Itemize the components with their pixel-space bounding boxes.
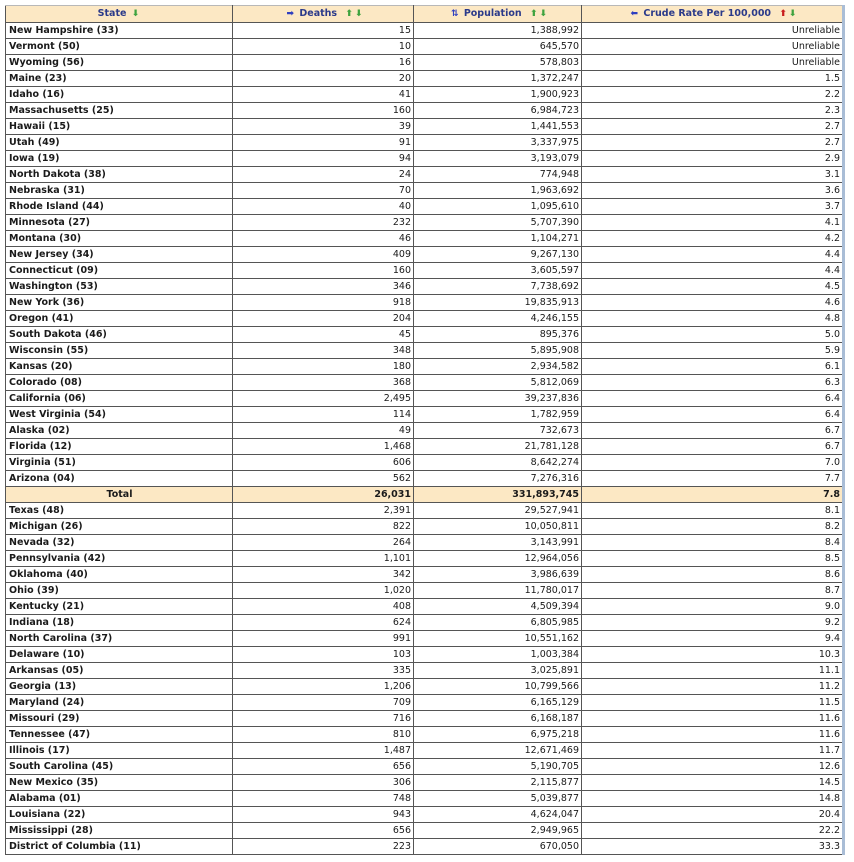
deaths-cell: 15 bbox=[233, 23, 414, 39]
table-row bbox=[6, 775, 844, 791]
table-row bbox=[6, 455, 844, 471]
table-row bbox=[6, 631, 844, 647]
crude-rate-cell: Unreliable bbox=[582, 39, 844, 55]
deaths-cell: 70 bbox=[233, 183, 414, 199]
deaths-cell: 562 bbox=[233, 471, 414, 487]
state-cell: North Dakota (38) bbox=[6, 167, 233, 183]
table-row bbox=[6, 375, 844, 391]
crude-rate-cell: 6.7 bbox=[582, 439, 844, 455]
state-cell: Louisiana (22) bbox=[6, 807, 233, 823]
table-row bbox=[6, 743, 844, 759]
table-row bbox=[6, 471, 844, 487]
swap-icon[interactable]: ⇅ bbox=[450, 9, 459, 19]
population-cell: 6,165,129 bbox=[414, 695, 582, 711]
population-cell: 3,193,079 bbox=[414, 151, 582, 167]
sort-asc-icon[interactable]: ⬆ bbox=[345, 9, 351, 19]
deaths-cell: 822 bbox=[233, 519, 414, 535]
sort-desc-icon[interactable]: ⬇ bbox=[539, 9, 546, 19]
table-row bbox=[6, 167, 844, 183]
crude-rate-cell: 3.6 bbox=[582, 183, 844, 199]
table-row bbox=[6, 103, 844, 119]
deaths-cell: 810 bbox=[233, 727, 414, 743]
table-row bbox=[6, 663, 844, 679]
sort-asc-icon[interactable]: ⬆ bbox=[529, 9, 536, 19]
population-cell: 1,963,692 bbox=[414, 183, 582, 199]
state-cell: Oregon (41) bbox=[6, 311, 233, 327]
population-cell: 5,039,877 bbox=[414, 791, 582, 807]
results-table-container bbox=[5, 5, 845, 855]
table-row bbox=[6, 423, 844, 439]
deaths-cell: 348 bbox=[233, 343, 414, 359]
crude-rate-cell: 11.7 bbox=[582, 743, 844, 759]
table-row bbox=[6, 231, 844, 247]
crude-rate-cell: 10.3 bbox=[582, 647, 844, 663]
deaths-cell: 223 bbox=[233, 839, 414, 855]
table-row bbox=[6, 71, 844, 87]
state-cell: Nebraska (31) bbox=[6, 183, 233, 199]
population-cell: 895,376 bbox=[414, 327, 582, 343]
population-cell: 21,781,128 bbox=[414, 439, 582, 455]
deaths-cell: 49 bbox=[233, 423, 414, 439]
sort-desc-icon[interactable]: ⬇ bbox=[788, 9, 795, 19]
population-cell: 578,803 bbox=[414, 55, 582, 71]
state-cell: Vermont (50) bbox=[6, 39, 233, 55]
table-row bbox=[6, 119, 844, 135]
state-cell: South Dakota (46) bbox=[6, 327, 233, 343]
table-row bbox=[6, 135, 844, 151]
table-row bbox=[6, 87, 844, 103]
crude-rate-cell: 8.5 bbox=[582, 551, 844, 567]
table-row bbox=[6, 535, 844, 551]
deaths-cell: 306 bbox=[233, 775, 414, 791]
state-cell: Maryland (24) bbox=[6, 695, 233, 711]
crude-rate-cell: 22.2 bbox=[582, 823, 844, 839]
population-cell: 1,782,959 bbox=[414, 407, 582, 423]
table-row bbox=[6, 807, 844, 823]
crude-rate-cell: 8.2 bbox=[582, 519, 844, 535]
deaths-cell: 204 bbox=[233, 311, 414, 327]
state-cell: Florida (12) bbox=[6, 439, 233, 455]
total-population: 331,893,745 bbox=[414, 487, 582, 503]
deaths-cell: 656 bbox=[233, 823, 414, 839]
column-label-state: State bbox=[97, 8, 127, 19]
state-cell: Missouri (29) bbox=[6, 711, 233, 727]
population-cell: 1,095,610 bbox=[414, 199, 582, 215]
population-cell: 19,835,913 bbox=[414, 295, 582, 311]
population-cell: 1,441,553 bbox=[414, 119, 582, 135]
crude-rate-cell: 11.6 bbox=[582, 711, 844, 727]
state-cell: Illinois (17) bbox=[6, 743, 233, 759]
crude-rate-cell: 6.4 bbox=[582, 407, 844, 423]
crude-rate-cell: 14.8 bbox=[582, 791, 844, 807]
crude-rate-cell: 8.7 bbox=[582, 583, 844, 599]
table-row bbox=[6, 151, 844, 167]
population-cell: 8,642,274 bbox=[414, 455, 582, 471]
table-row bbox=[6, 311, 844, 327]
table-row bbox=[6, 519, 844, 535]
crude-rate-cell: 11.1 bbox=[582, 663, 844, 679]
population-cell: 3,025,891 bbox=[414, 663, 582, 679]
state-cell: Utah (49) bbox=[6, 135, 233, 151]
table-row bbox=[6, 439, 844, 455]
crude-rate-cell: 8.4 bbox=[582, 535, 844, 551]
header-row bbox=[6, 6, 844, 23]
state-cell: Tennessee (47) bbox=[6, 727, 233, 743]
crude-rate-cell: 2.9 bbox=[582, 151, 844, 167]
population-cell: 774,948 bbox=[414, 167, 582, 183]
sort-desc-icon[interactable]: ⬇ bbox=[131, 9, 140, 19]
population-cell: 5,190,705 bbox=[414, 759, 582, 775]
state-cell: Virginia (51) bbox=[6, 455, 233, 471]
state-cell: Texas (48) bbox=[6, 503, 233, 519]
state-cell: Alaska (02) bbox=[6, 423, 233, 439]
table-row bbox=[6, 647, 844, 663]
table-row bbox=[6, 823, 844, 839]
population-cell: 3,605,597 bbox=[414, 263, 582, 279]
population-cell: 6,805,985 bbox=[414, 615, 582, 631]
table-row bbox=[6, 199, 844, 215]
crude-rate-cell: 11.6 bbox=[582, 727, 844, 743]
table-row bbox=[6, 551, 844, 567]
table-row bbox=[6, 695, 844, 711]
state-cell: Pennsylvania (42) bbox=[6, 551, 233, 567]
crude-rate-cell: 20.4 bbox=[582, 807, 844, 823]
deaths-cell: 160 bbox=[233, 263, 414, 279]
deaths-cell: 991 bbox=[233, 631, 414, 647]
population-cell: 10,050,811 bbox=[414, 519, 582, 535]
deaths-cell: 748 bbox=[233, 791, 414, 807]
table-row bbox=[6, 567, 844, 583]
population-cell: 2,949,965 bbox=[414, 823, 582, 839]
population-cell: 9,267,130 bbox=[414, 247, 582, 263]
population-cell: 6,168,187 bbox=[414, 711, 582, 727]
population-cell: 12,964,056 bbox=[414, 551, 582, 567]
population-cell: 5,895,908 bbox=[414, 343, 582, 359]
deaths-cell: 94 bbox=[233, 151, 414, 167]
table-row bbox=[6, 39, 844, 55]
crude-rate-cell: 4.1 bbox=[582, 215, 844, 231]
deaths-cell: 408 bbox=[233, 599, 414, 615]
crude-rate-cell: 2.7 bbox=[582, 135, 844, 151]
column-label-crude-rate: Crude Rate Per 100,000 bbox=[643, 8, 772, 19]
state-cell: California (06) bbox=[6, 391, 233, 407]
population-cell: 5,707,390 bbox=[414, 215, 582, 231]
column-label-population: Population bbox=[463, 8, 522, 19]
table-row bbox=[6, 55, 844, 71]
table-row bbox=[6, 759, 844, 775]
table-row bbox=[6, 839, 844, 855]
population-cell: 1,388,992 bbox=[414, 23, 582, 39]
state-cell: New Mexico (35) bbox=[6, 775, 233, 791]
table-row bbox=[6, 711, 844, 727]
crude-rate-cell: 33.3 bbox=[582, 839, 844, 855]
crude-rate-cell: 5.0 bbox=[582, 327, 844, 343]
population-cell: 670,050 bbox=[414, 839, 582, 855]
crude-rate-cell: 4.2 bbox=[582, 231, 844, 247]
crude-rate-cell: Unreliable bbox=[582, 55, 844, 71]
state-cell: Wyoming (56) bbox=[6, 55, 233, 71]
table-row bbox=[6, 615, 844, 631]
table-header bbox=[6, 6, 844, 23]
deaths-cell: 20 bbox=[233, 71, 414, 87]
crude-rate-cell: 11.5 bbox=[582, 695, 844, 711]
crude-rate-cell: 2.3 bbox=[582, 103, 844, 119]
population-cell: 39,237,836 bbox=[414, 391, 582, 407]
state-cell: Mississippi (28) bbox=[6, 823, 233, 839]
crude-rate-cell: 8.1 bbox=[582, 503, 844, 519]
table-row bbox=[6, 183, 844, 199]
deaths-cell: 10 bbox=[233, 39, 414, 55]
population-cell: 1,003,384 bbox=[414, 647, 582, 663]
population-cell: 1,900,923 bbox=[414, 87, 582, 103]
column-header-crude-rate[interactable] bbox=[582, 6, 844, 23]
population-cell: 29,527,941 bbox=[414, 503, 582, 519]
deaths-cell: 160 bbox=[233, 103, 414, 119]
table-row bbox=[6, 279, 844, 295]
crude-rate-cell: 4.5 bbox=[582, 279, 844, 295]
table-row bbox=[6, 791, 844, 807]
deaths-cell: 46 bbox=[233, 231, 414, 247]
state-cell: Iowa (19) bbox=[6, 151, 233, 167]
deaths-cell: 40 bbox=[233, 199, 414, 215]
deaths-cell: 409 bbox=[233, 247, 414, 263]
population-cell: 1,372,247 bbox=[414, 71, 582, 87]
arrow-left-icon[interactable]: ⬅ bbox=[630, 9, 639, 19]
state-cell: Maine (23) bbox=[6, 71, 233, 87]
table-row bbox=[6, 23, 844, 39]
crude-rate-cell: 4.6 bbox=[582, 295, 844, 311]
state-cell: Kentucky (21) bbox=[6, 599, 233, 615]
population-cell: 4,509,394 bbox=[414, 599, 582, 615]
population-cell: 6,984,723 bbox=[414, 103, 582, 119]
population-cell: 2,115,877 bbox=[414, 775, 582, 791]
table-row bbox=[6, 295, 844, 311]
deaths-cell: 918 bbox=[233, 295, 414, 311]
crude-rate-cell: 7.0 bbox=[582, 455, 844, 471]
state-cell: Delaware (10) bbox=[6, 647, 233, 663]
deaths-cell: 656 bbox=[233, 759, 414, 775]
deaths-cell: 103 bbox=[233, 647, 414, 663]
deaths-cell: 39 bbox=[233, 119, 414, 135]
table-row bbox=[6, 599, 844, 615]
state-cell: North Carolina (37) bbox=[6, 631, 233, 647]
results-table bbox=[5, 5, 845, 855]
state-cell: Indiana (18) bbox=[6, 615, 233, 631]
state-cell: Colorado (08) bbox=[6, 375, 233, 391]
table-row bbox=[6, 327, 844, 343]
column-header-state[interactable] bbox=[6, 6, 233, 23]
state-cell: Kansas (20) bbox=[6, 359, 233, 375]
state-cell: Nevada (32) bbox=[6, 535, 233, 551]
state-cell: Rhode Island (44) bbox=[6, 199, 233, 215]
crude-rate-cell: 11.2 bbox=[582, 679, 844, 695]
population-cell: 3,143,991 bbox=[414, 535, 582, 551]
state-cell: District of Columbia (11) bbox=[6, 839, 233, 855]
total-label: Total bbox=[6, 487, 233, 503]
deaths-cell: 91 bbox=[233, 135, 414, 151]
table-row bbox=[6, 391, 844, 407]
deaths-cell: 180 bbox=[233, 359, 414, 375]
population-cell: 6,975,218 bbox=[414, 727, 582, 743]
table-row bbox=[6, 359, 844, 375]
column-header-deaths[interactable] bbox=[233, 6, 414, 23]
deaths-cell: 45 bbox=[233, 327, 414, 343]
state-cell: Arizona (04) bbox=[6, 471, 233, 487]
crude-rate-cell: 6.3 bbox=[582, 375, 844, 391]
table-row bbox=[6, 407, 844, 423]
deaths-cell: 368 bbox=[233, 375, 414, 391]
table-row bbox=[6, 583, 844, 599]
crude-rate-cell: 9.4 bbox=[582, 631, 844, 647]
crude-rate-cell: 6.1 bbox=[582, 359, 844, 375]
population-cell: 3,337,975 bbox=[414, 135, 582, 151]
state-cell: Hawaii (15) bbox=[6, 119, 233, 135]
crude-rate-cell: 3.1 bbox=[582, 167, 844, 183]
table-row bbox=[6, 503, 844, 519]
population-cell: 1,104,271 bbox=[414, 231, 582, 247]
crude-rate-cell: 4.8 bbox=[582, 311, 844, 327]
crude-rate-cell: 8.6 bbox=[582, 567, 844, 583]
deaths-cell: 335 bbox=[233, 663, 414, 679]
deaths-cell: 342 bbox=[233, 567, 414, 583]
deaths-cell: 1,020 bbox=[233, 583, 414, 599]
population-cell: 645,570 bbox=[414, 39, 582, 55]
crude-rate-cell: 6.4 bbox=[582, 391, 844, 407]
sort-asc-active-icon[interactable]: ⬆ bbox=[779, 9, 785, 19]
state-cell: New York (36) bbox=[6, 295, 233, 311]
crude-rate-cell: 5.9 bbox=[582, 343, 844, 359]
table-row bbox=[6, 247, 844, 263]
population-cell: 2,934,582 bbox=[414, 359, 582, 375]
deaths-cell: 16 bbox=[233, 55, 414, 71]
state-cell: Washington (53) bbox=[6, 279, 233, 295]
crude-rate-cell: 9.2 bbox=[582, 615, 844, 631]
deaths-cell: 943 bbox=[233, 807, 414, 823]
crude-rate-cell: 9.0 bbox=[582, 599, 844, 615]
population-cell: 4,624,047 bbox=[414, 807, 582, 823]
state-cell: New Jersey (34) bbox=[6, 247, 233, 263]
deaths-cell: 624 bbox=[233, 615, 414, 631]
deaths-cell: 709 bbox=[233, 695, 414, 711]
deaths-cell: 1,206 bbox=[233, 679, 414, 695]
deaths-cell: 1,468 bbox=[233, 439, 414, 455]
table-row bbox=[6, 215, 844, 231]
table-row bbox=[6, 343, 844, 359]
deaths-cell: 1,101 bbox=[233, 551, 414, 567]
column-label-deaths: Deaths bbox=[299, 8, 338, 19]
state-cell: Oklahoma (40) bbox=[6, 567, 233, 583]
population-cell: 10,799,566 bbox=[414, 679, 582, 695]
deaths-cell: 24 bbox=[233, 167, 414, 183]
table-body-after-total bbox=[6, 503, 844, 855]
sort-desc-icon[interactable]: ⬇ bbox=[354, 9, 361, 19]
state-cell: South Carolina (45) bbox=[6, 759, 233, 775]
population-cell: 12,671,469 bbox=[414, 743, 582, 759]
deaths-cell: 606 bbox=[233, 455, 414, 471]
table-row bbox=[6, 679, 844, 695]
deaths-cell: 346 bbox=[233, 279, 414, 295]
crude-rate-cell: 1.5 bbox=[582, 71, 844, 87]
state-cell: Connecticut (09) bbox=[6, 263, 233, 279]
state-cell: Alabama (01) bbox=[6, 791, 233, 807]
total-deaths: 26,031 bbox=[233, 487, 414, 503]
crude-rate-cell: 7.7 bbox=[582, 471, 844, 487]
state-cell: West Virginia (54) bbox=[6, 407, 233, 423]
state-cell: New Hampshire (33) bbox=[6, 23, 233, 39]
table-row bbox=[6, 263, 844, 279]
population-cell: 10,551,162 bbox=[414, 631, 582, 647]
population-cell: 7,738,692 bbox=[414, 279, 582, 295]
population-cell: 7,276,316 bbox=[414, 471, 582, 487]
crude-rate-cell: 2.7 bbox=[582, 119, 844, 135]
deaths-cell: 114 bbox=[233, 407, 414, 423]
crude-rate-cell: 4.4 bbox=[582, 263, 844, 279]
crude-rate-cell: 2.2 bbox=[582, 87, 844, 103]
deaths-cell: 232 bbox=[233, 215, 414, 231]
state-cell: Michigan (26) bbox=[6, 519, 233, 535]
state-cell: Montana (30) bbox=[6, 231, 233, 247]
table-row bbox=[6, 727, 844, 743]
state-cell: Georgia (13) bbox=[6, 679, 233, 695]
crude-rate-cell: 3.7 bbox=[582, 199, 844, 215]
state-cell: Minnesota (27) bbox=[6, 215, 233, 231]
crude-rate-cell: 4.4 bbox=[582, 247, 844, 263]
state-cell: Ohio (39) bbox=[6, 583, 233, 599]
population-cell: 3,986,639 bbox=[414, 567, 582, 583]
total-crude-rate: 7.8 bbox=[582, 487, 844, 503]
deaths-cell: 716 bbox=[233, 711, 414, 727]
deaths-cell: 2,495 bbox=[233, 391, 414, 407]
crude-rate-cell: 12.6 bbox=[582, 759, 844, 775]
deaths-cell: 1,487 bbox=[233, 743, 414, 759]
population-cell: 5,812,069 bbox=[414, 375, 582, 391]
state-cell: Massachusetts (25) bbox=[6, 103, 233, 119]
crude-rate-cell: 14.5 bbox=[582, 775, 844, 791]
column-header-population[interactable] bbox=[414, 6, 582, 23]
table-body-total bbox=[6, 487, 844, 503]
population-cell: 732,673 bbox=[414, 423, 582, 439]
state-cell: Wisconsin (55) bbox=[6, 343, 233, 359]
deaths-cell: 41 bbox=[233, 87, 414, 103]
population-cell: 11,780,017 bbox=[414, 583, 582, 599]
crude-rate-cell: 6.7 bbox=[582, 423, 844, 439]
crude-rate-cell: Unreliable bbox=[582, 23, 844, 39]
state-cell: Idaho (16) bbox=[6, 87, 233, 103]
deaths-cell: 264 bbox=[233, 535, 414, 551]
arrow-right-icon[interactable]: ➡ bbox=[286, 9, 295, 19]
deaths-cell: 2,391 bbox=[233, 503, 414, 519]
population-cell: 4,246,155 bbox=[414, 311, 582, 327]
total-row bbox=[6, 487, 844, 503]
table-body-before-total bbox=[6, 23, 844, 487]
state-cell: Arkansas (05) bbox=[6, 663, 233, 679]
